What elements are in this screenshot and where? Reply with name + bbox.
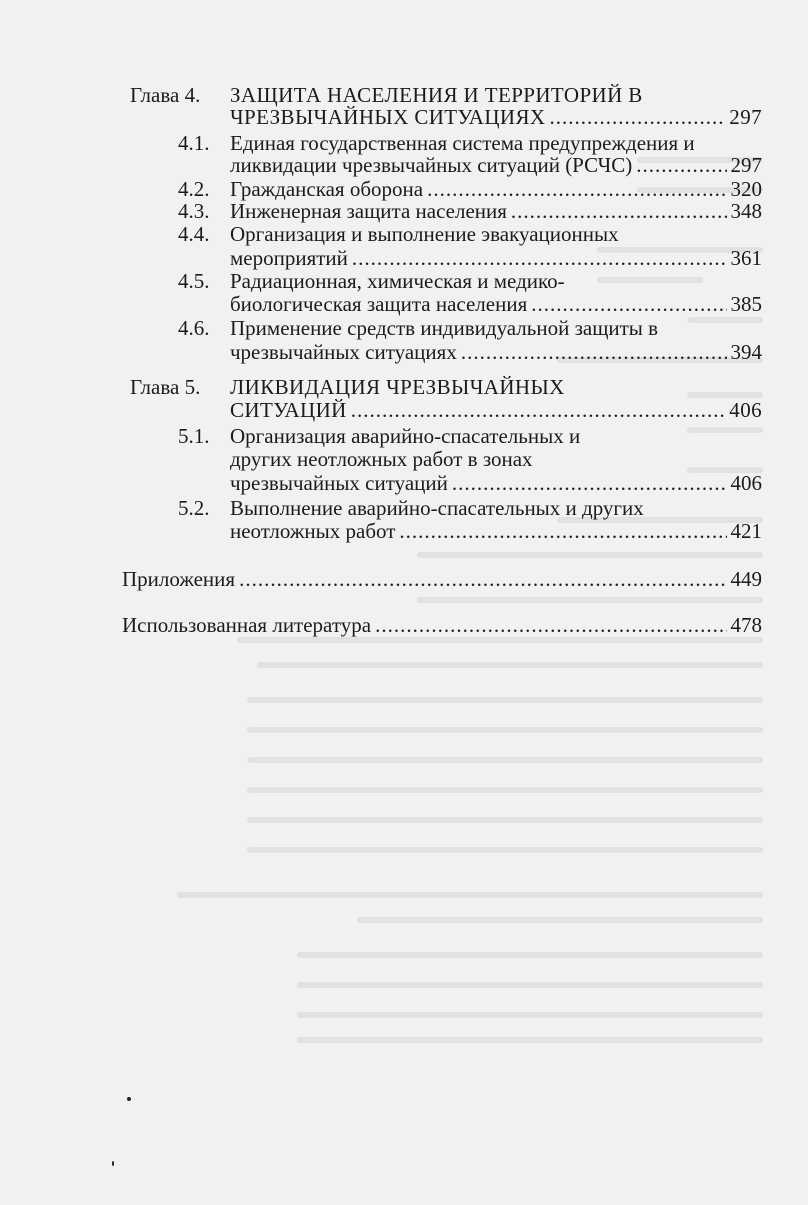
leader-dots (549, 104, 725, 130)
section-title-line: мероприятий (230, 246, 348, 270)
page-number: 406 (729, 398, 762, 422)
chapter-label: Глава 4. (130, 83, 201, 107)
leader-dots (461, 339, 727, 365)
section-title-line: Организация аварийно-спасательных и (230, 424, 581, 448)
leader-dots (636, 152, 726, 178)
leader-dots (239, 566, 726, 592)
section-title-line: Единая государственная система предупреждения и (230, 131, 695, 155)
chapter-title-line: ЗАЩИТА НАСЕЛЕНИЯ И ТЕРРИТОРИЙ В (230, 83, 643, 107)
page-number: 385 (730, 292, 762, 316)
appendix-row (122, 566, 762, 592)
print-speck (112, 1161, 114, 1166)
page-number: 361 (730, 246, 762, 270)
section-number: 4.5. (178, 269, 210, 293)
section-title-line: Выполнение аварийно-спасательных и других (230, 496, 644, 520)
section-title-line: ликвидации чрезвычайных ситуаций (РСЧС) (230, 153, 633, 177)
page-number: 478 (730, 613, 762, 637)
section-title-line: Инженерная защита населения (230, 199, 507, 223)
section-title-line: биологическая защита населения (230, 292, 528, 316)
page-number: 297 (730, 153, 762, 177)
section-number: 4.6. (178, 316, 210, 340)
chapter-title-line: ЛИКВИДАЦИЯ ЧРЕЗВЫЧАЙНЫХ (230, 375, 565, 399)
print-speck (127, 1097, 131, 1101)
section-title-line: чрезвычайных ситуаций (230, 471, 448, 495)
page-number: 421 (730, 519, 762, 543)
section-title-line: Гражданская оборона (230, 177, 424, 201)
appendix-label: Приложения (122, 567, 236, 591)
page-number: 320 (730, 177, 762, 201)
section-title-line: Организация и выполнение эвакуационных (230, 222, 619, 246)
page-number: 394 (730, 340, 762, 364)
page-number: 449 (730, 567, 762, 591)
section-title-line: неотложных работ (230, 519, 396, 543)
chapter-title-line: ЧРЕЗВЫЧАЙНЫХ СИТУАЦИЯХ (230, 105, 546, 129)
leader-dots (452, 470, 727, 496)
leader-dots (531, 291, 726, 317)
section-number: 5.1. (178, 424, 210, 448)
section-title-line: Применение средств индивидуальной защиты в (230, 316, 659, 340)
section-number: 4.3. (178, 199, 210, 223)
section-row (230, 152, 762, 178)
section-row (230, 291, 762, 317)
chapter-label: Глава 5. (130, 375, 201, 399)
section-row (230, 518, 762, 544)
section-row (230, 470, 762, 496)
section-number: 5.2. (178, 496, 210, 520)
chapter-title-line: СИТУАЦИЙ (230, 398, 347, 422)
leader-dots (375, 612, 726, 638)
references-row (122, 612, 762, 638)
page-number: 297 (729, 105, 762, 129)
section-number: 4.2. (178, 177, 210, 201)
page-number: 406 (730, 471, 762, 495)
section-title-line: других неотложных работ в зонах (230, 447, 533, 471)
leader-dots (399, 518, 726, 544)
leader-dots (351, 397, 726, 423)
section-title-line: Радиационная, химическая и медико- (230, 269, 565, 293)
chapter-title-row (230, 104, 762, 130)
section-row (230, 339, 762, 365)
chapter-title-row (230, 397, 762, 423)
section-title-line: чрезвычайных ситуациях (230, 340, 457, 364)
section-number: 4.1. (178, 131, 210, 155)
references-label: Использованная литература (122, 613, 372, 637)
section-number: 4.4. (178, 222, 210, 246)
page-number: 348 (730, 199, 762, 223)
